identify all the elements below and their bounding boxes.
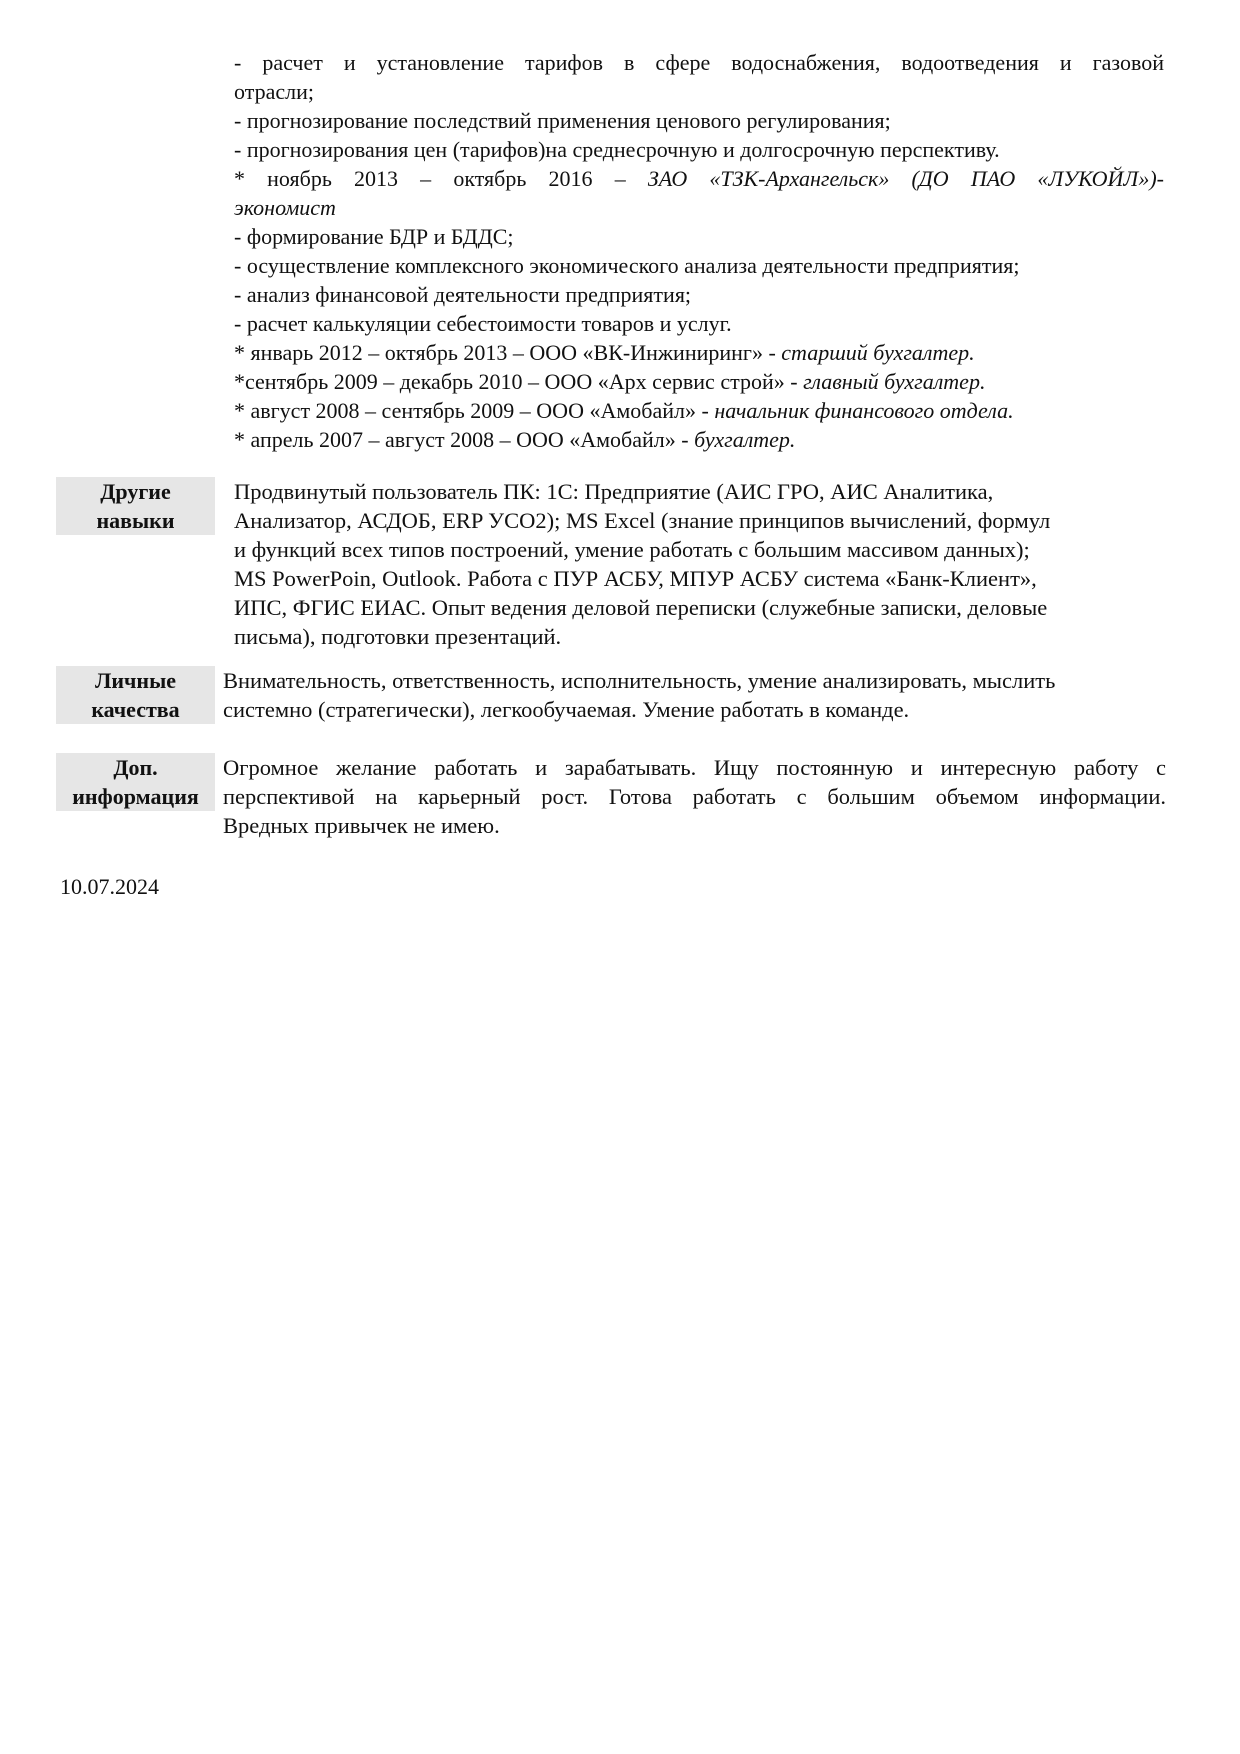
job-entry (234, 425, 1164, 454)
additional-label-line: Доп. (113, 755, 158, 780)
additional-line: перспективой на карьерный рост. Готова работать с большим объемом информации. (223, 784, 1166, 809)
job-company: ЗАО «ТЗК-Архангельск» (ДО ПАО «ЛУКОЙЛ»)- (647, 166, 1164, 191)
skills-content (234, 477, 1164, 651)
duty-line: - формирование БДР и БДДС; (234, 224, 514, 249)
skills-line: Продвинутый пользователь ПК: 1С: Предприятие (АИС ГРО, АИС Аналитика, (234, 479, 994, 504)
duty-line: - расчет калькуляции себестоимости товаров и услуг. (234, 311, 732, 336)
job-entry (234, 367, 1164, 396)
job-text: * апрель 2007 – август 2008 – ООО «Амобайл» - (234, 427, 695, 452)
job-entry (234, 396, 1164, 425)
job-text: * январь 2012 – октябрь 2013 – ООО «ВК-Инжиниринг» - (234, 340, 782, 365)
job-position: экономист (234, 195, 336, 220)
experience-line: - расчет и установление тарифов в сфере водоснабжения, водоотведения и газовой (234, 50, 1164, 75)
skills-line: письма), подготовки презентаций. (234, 624, 562, 649)
personal-label-line: Личные (94, 668, 177, 693)
personal-line: Внимательность, ответственность, исполнительность, умение анализировать, мыслить (223, 668, 1056, 693)
skills-line: и функций всех типов построений, умение работать с большим массивом данных); (234, 537, 1030, 562)
job-text: *сентябрь 2009 – декабрь 2010 – ООО «Арх сервис строй» - (234, 369, 804, 394)
experience-section (234, 48, 1164, 454)
job-position: главный бухгалтер. (803, 369, 986, 394)
duty-line: - анализ финансовой деятельности предприятия; (234, 282, 692, 307)
skills-label-line: Другие (100, 479, 171, 504)
personal-content (223, 666, 1166, 724)
additional-label (56, 753, 215, 811)
job-entry (234, 338, 1164, 367)
additional-line: Вредных привычек не имею. (223, 813, 500, 838)
personal-line: системно (стратегически), легкообучаемая. Умение работать в команде. (223, 697, 910, 722)
job-entry-tzk (234, 164, 1164, 193)
skills-line: Анализатор, АСДОБ, ERP УСО2); MS Excel (знание принципов вычислений, формул (234, 508, 1051, 533)
personal-label (56, 666, 215, 724)
skills-line: MS PowerPoin, Outlook. Работа с ПУР АСБУ, МПУР АСБУ система «Банк-Клиент», (234, 566, 1037, 591)
additional-line: Огромное желание работать и зарабатывать. Ищу постоянную и интересную работу с (223, 755, 1166, 780)
job-position: начальник финансового отдела. (714, 398, 1014, 423)
duty-line: - осуществление комплексного экономического анализа деятельности предприятия; (234, 253, 1020, 278)
additional-label-line: информация (72, 784, 199, 809)
job-text: * август 2008 – сентябрь 2009 – ООО «Амобайл» - (234, 398, 715, 423)
personal-label-line: качества (91, 697, 180, 722)
experience-line: - прогнозирование последствий применения ценового регулирования; (234, 108, 891, 133)
skills-label (56, 477, 215, 535)
additional-content (223, 753, 1166, 840)
experience-line: отрасли; (234, 79, 314, 104)
document-date: 10.07.2024 (60, 874, 159, 899)
skills-label-line: навыки (96, 508, 175, 533)
experience-line: - прогнозирования цен (тарифов)на среднесрочную и долгосрочную перспективу. (234, 137, 1000, 162)
job-position: старший бухгалтер. (781, 340, 975, 365)
skills-line: ИПС, ФГИС ЕИАС. Опыт ведения деловой переписки (служебные записки, деловые (234, 595, 1048, 620)
job-period: * ноябрь 2013 – октябрь 2016 – (234, 166, 626, 191)
job-position: бухгалтер. (694, 427, 796, 452)
